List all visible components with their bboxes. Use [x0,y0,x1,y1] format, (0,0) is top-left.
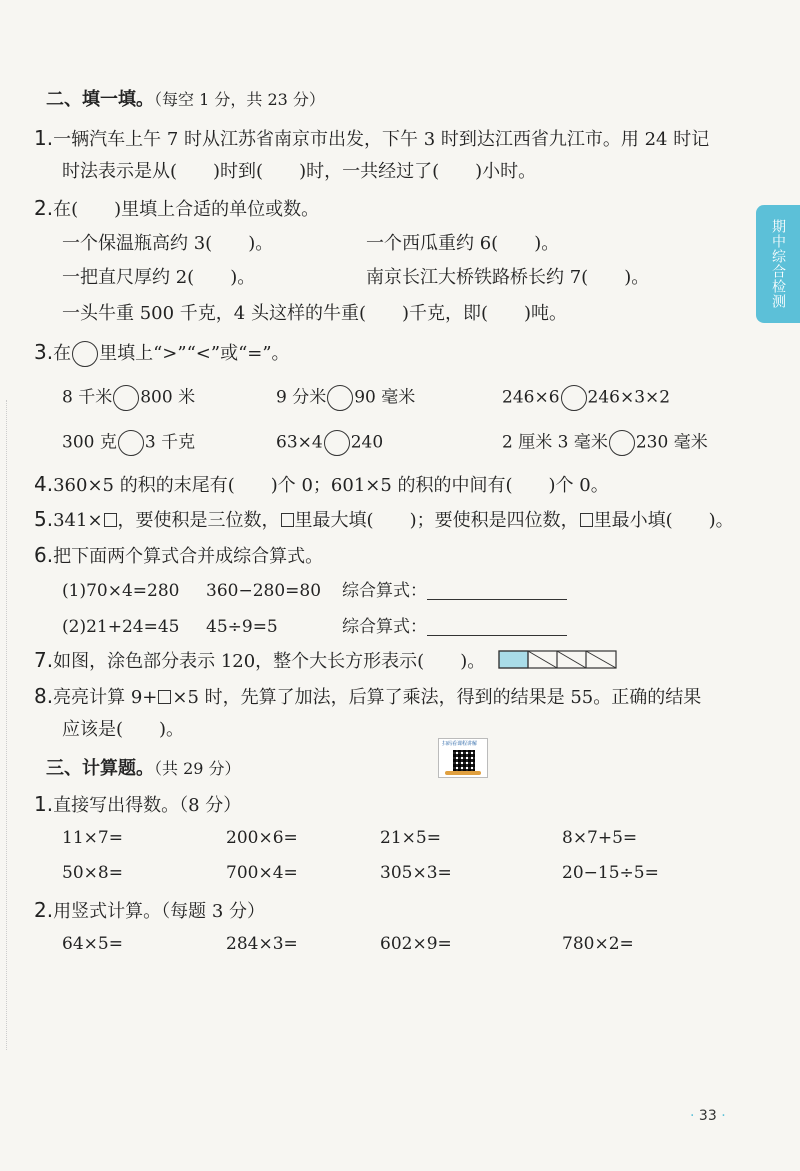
section-3-heading [46,757,241,781]
compare-circle[interactable] [327,385,353,411]
q3-r2-c3 [502,430,708,456]
section-3-note: （共 29 分） [154,759,241,778]
q3-right: 800 米 [140,387,196,408]
q2-stem [34,196,319,222]
c1-r1-3: 21×5= [380,828,441,848]
square-blank-icon [104,513,117,527]
side-tab[interactable] [756,205,800,323]
q4-text: 360×5 的积的末尾有( )个 0；601×5 的积的中间有( )个 0。 [53,475,609,496]
q6-r1-c: 综合算式： [342,581,427,601]
q6-r2-label [342,615,567,639]
c1-r2-3: 305×3= [380,863,452,883]
q6-r1-b: 360−280=80 [206,581,322,601]
q6-stem [34,543,323,569]
q3-right: 3 千克 [144,432,196,453]
q3-left: 9 分米 [276,387,327,408]
q1-number: 1. [34,126,54,150]
c1-stem-text: 直接写出得数。（8 分） [53,795,242,816]
answer-line[interactable] [427,617,567,636]
q3-left: 246×6 [502,387,560,408]
page-number-value: 33 [698,1108,717,1124]
c2-stem-text: 用竖式计算。（每题 3 分） [53,901,265,922]
qr-code-icon[interactable] [438,738,488,778]
margin-divider [6,400,9,1050]
side-tab-label: 期中综合检测 [770,219,786,309]
compare-circle[interactable] [561,385,587,411]
q2-e: 一头牛重 500 千克，4 头这样的牛重( )千克，即( )吨。 [62,303,568,324]
q6-r1-label [342,579,567,603]
section-2-heading [46,88,325,112]
q6-r2-c: 综合算式： [342,617,427,637]
dot-icon: · [721,1108,726,1124]
q3-r2-c1 [62,430,195,456]
q3-stem-a: 在 [53,343,72,364]
qr-caption: 扫码看课程讲解 [442,741,478,747]
shaded-part [499,651,528,668]
compare-circle[interactable] [118,430,144,456]
q2-number: 2. [34,196,54,220]
q3-right: 90 毫米 [354,387,416,408]
q2-b: 一个西瓜重约 6( )。 [366,233,560,254]
q5-number: 5. [34,507,54,531]
c2-r1-1: 64×5= [62,934,123,954]
q4 [34,472,609,498]
square-blank-icon [158,690,171,704]
q3-r2-c2 [276,430,383,456]
q2-d: 南京长江大桥铁路桥长约 7( )。 [366,267,650,288]
q3-left: 300 克 [62,432,117,453]
c1-r1-2: 200×6= [226,828,298,848]
q5 [34,507,734,533]
q3-r1-c1 [62,385,195,411]
c1-r2-1: 50×8= [62,863,123,883]
c1-r1-1: 11×7= [62,828,123,848]
q3-stem-b: 里填上“>”“<”或“=”。 [99,343,290,364]
q5-b: ，要使积是三位数， [117,510,280,531]
c2-stem [34,898,265,924]
q6-r2-b: 45÷9=5 [206,617,278,637]
c2-r1-4: 780×2= [562,934,634,954]
section-3-title: 三、计算题。 [46,758,154,779]
page-number [690,1108,726,1124]
circle-blank-icon [72,341,98,367]
c1-r1-4: 8×7+5= [562,828,638,848]
q3-right: 230 毫米 [635,432,708,453]
q7 [34,648,485,674]
c1-stem [34,792,241,818]
q3-left: 63×4 [276,432,323,453]
section-2-note: （每空 1 分，共 23 分） [154,90,325,109]
c2-r1-3: 602×9= [380,934,452,954]
compare-circle[interactable] [113,385,139,411]
q3-stem [34,340,290,367]
q2-c: 一把直尺厚约 2( )。 [62,267,256,288]
q2-a: 一个保温瓶高约 3( )。 [62,233,274,254]
q8-line2: 应该是( )。 [62,719,185,740]
q3-r1-c3 [502,385,670,411]
q5-d: 里最小填( )。 [593,510,734,531]
q3-left: 8 千米 [62,387,113,408]
section-2-title: 二、填一填。 [46,89,154,110]
q4-number: 4. [34,472,54,496]
q6-stem-text: 把下面两个算式合并成综合算式。 [53,546,324,567]
q1-line1 [34,126,709,152]
q8-number: 8. [34,684,54,708]
compare-circle[interactable] [609,430,635,456]
qr-pattern [453,750,475,772]
answer-line[interactable] [427,581,567,600]
q2-stem-text: 在( )里填上合适的单位或数。 [53,199,320,220]
q1-line2: 时法表示是从( )时到( )时，一共经过了( )小时。 [62,161,537,182]
c1-r2-4: 20−15÷5= [562,863,659,883]
q3-number: 3. [34,340,54,364]
c2-r1-2: 284×3= [226,934,298,954]
dot-icon: · [690,1108,695,1124]
q3-left: 2 厘米 3 毫米 [502,432,608,453]
q6-number: 6. [34,543,54,567]
q5-a: 341× [53,510,103,531]
q3-right: 240 [350,432,384,453]
c1-r2-2: 700×4= [226,863,298,883]
q8-a: 亮亮计算 9+ [53,687,158,708]
c1-number: 1. [34,792,54,816]
c2-number: 2. [34,898,54,922]
q6-r2-a: (2)21+24=45 [62,617,180,637]
compare-circle[interactable] [324,430,350,456]
q3-r1-c2 [276,385,415,411]
q1-text-1: 一辆汽车上午 7 时从江苏省南京市出发，下午 3 时到达江西省九江市。用 24 时记 [53,129,710,150]
square-blank-icon [281,513,294,527]
square-blank-icon [580,513,593,527]
q7-text: 如图，涂色部分表示 120，整个大长方形表示( )。 [53,651,486,672]
qr-book-base [445,771,481,775]
q8-b: ×5 时，先算了加法，后算了乘法，得到的结果是 55。正确的结果 [172,687,702,708]
q8-line1 [34,684,701,710]
q7-number: 7. [34,648,54,672]
q3-right: 246×3×2 [587,387,671,408]
q5-c: 里最大填( )；要使积是四位数， [294,510,579,531]
q6-r1-a: (1)70×4=280 [62,581,180,601]
rectangle-diagram [498,650,618,670]
